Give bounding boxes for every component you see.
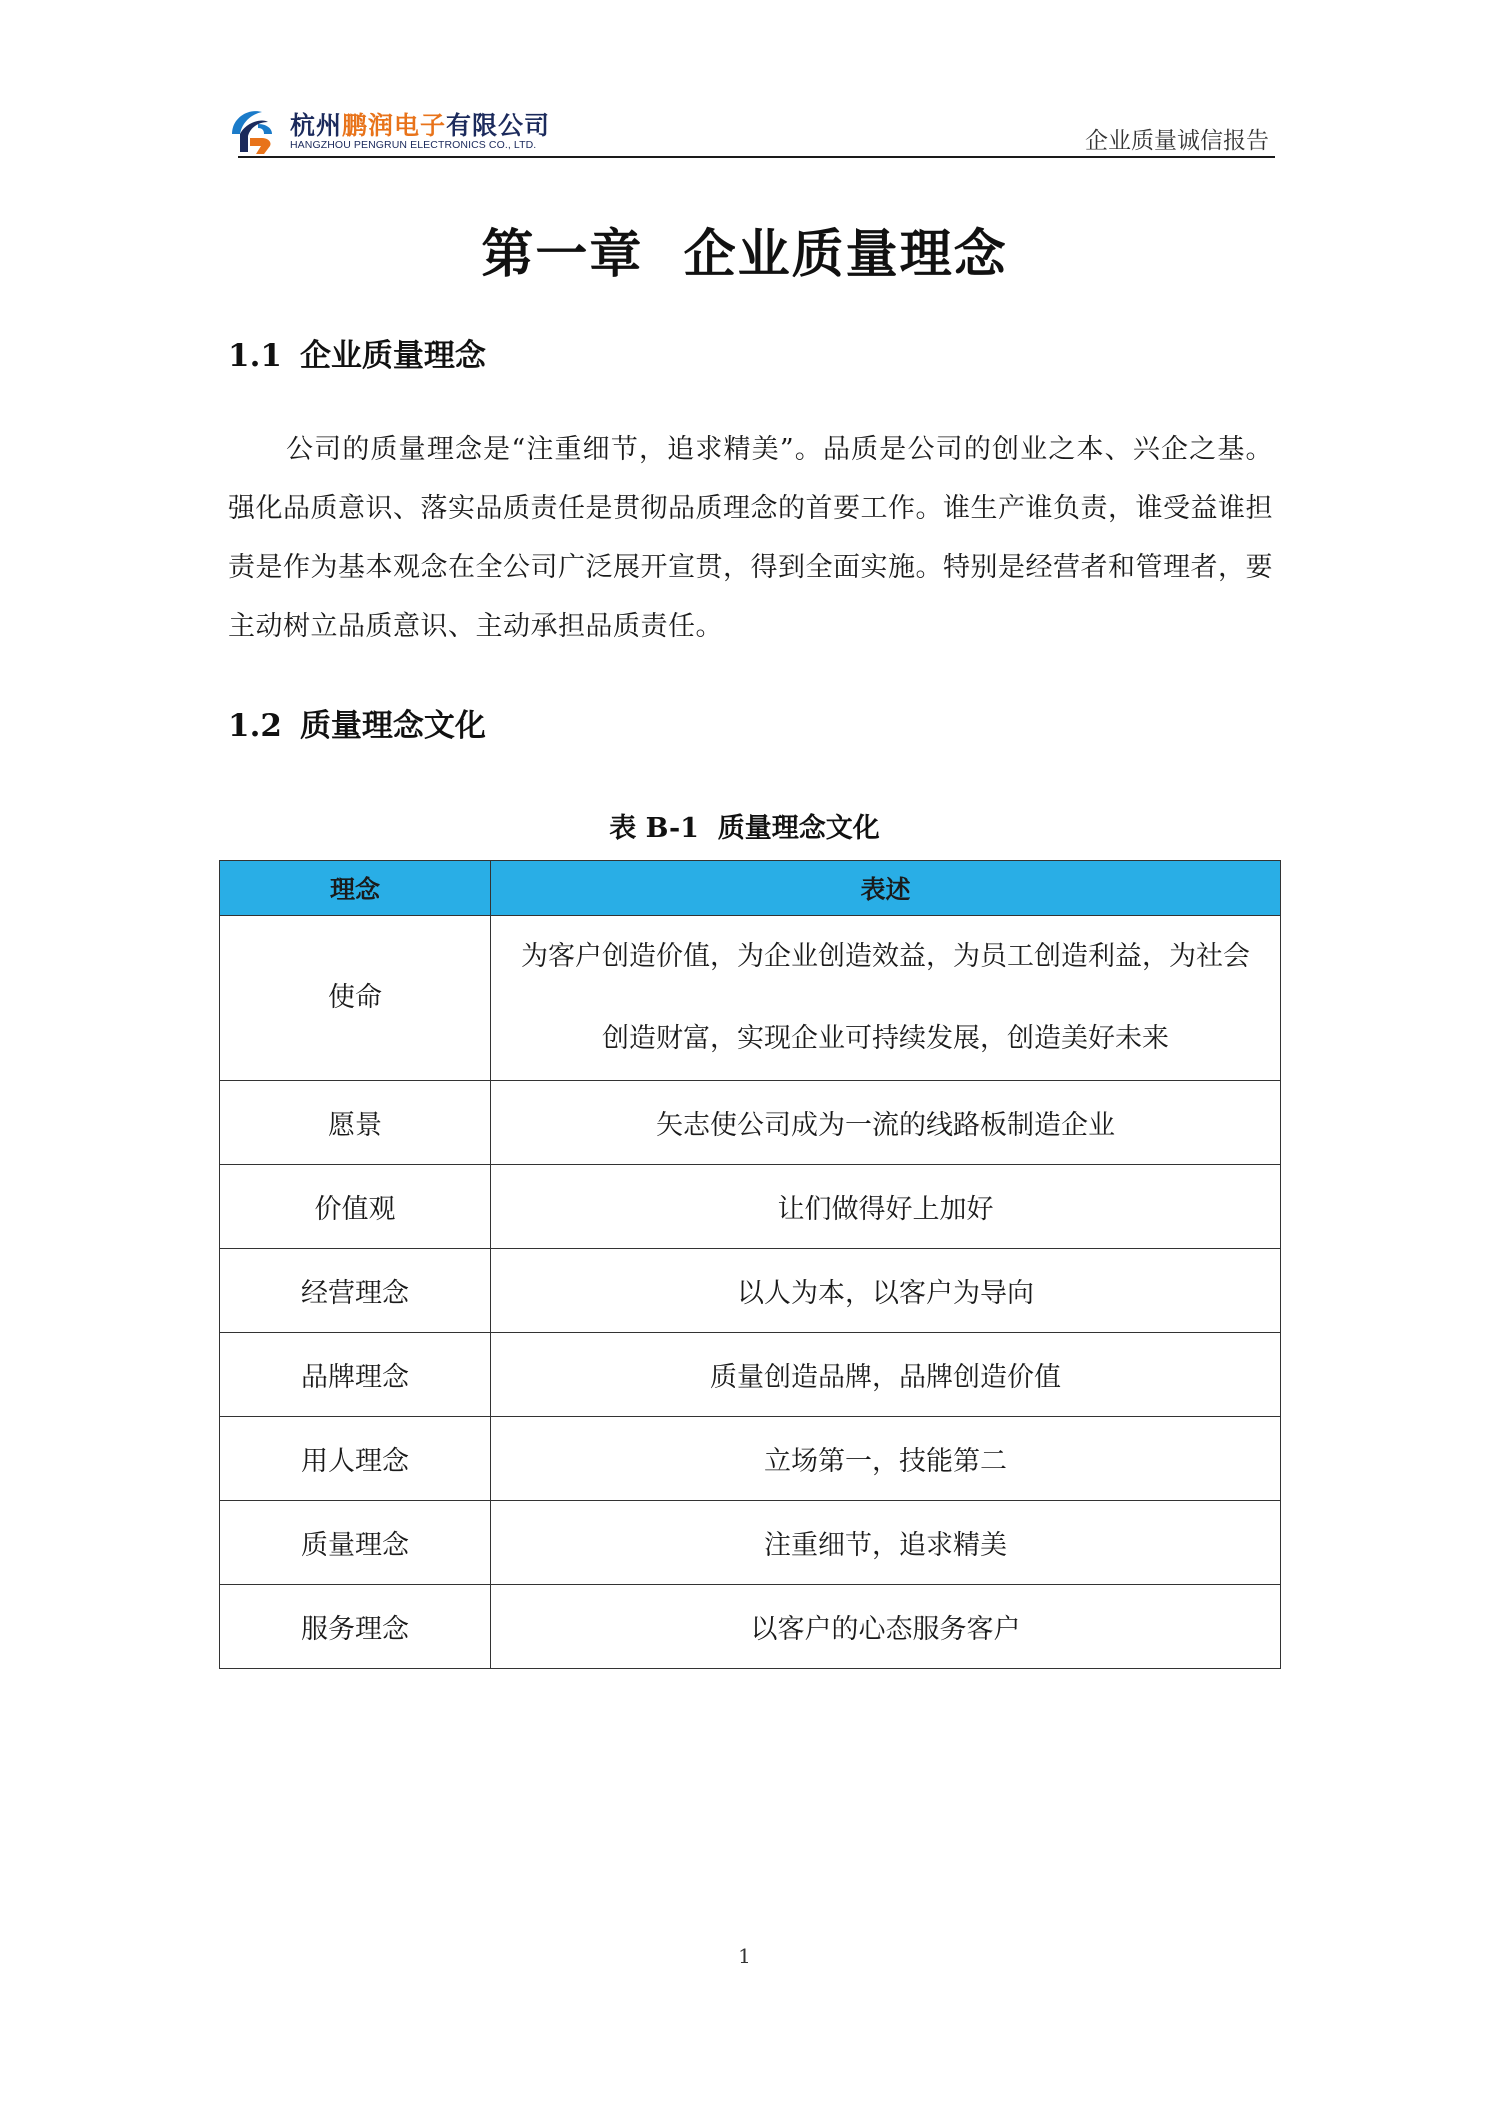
section-1-title <box>228 330 486 375</box>
concept-cell: 品牌理念 <box>220 1333 491 1417</box>
section-number: 1.2 <box>228 708 282 744</box>
section-heading: 质量理念文化 <box>299 708 486 744</box>
concept-cell: 用人理念 <box>220 1417 491 1501</box>
body-paragraph: 公司的质量理念是“注重细节，追求精美”。品质是公司的创业之本、兴企之基。强化品质意识、落实品质责任是贯彻品质理念的首要工作。谁生产谁负责，谁受益谁担责是作为基本观念在全公司广泛展开宣贯，得到全面实施。特别是经营者和管理者，要主动树立品质意识、主动承担品质责任。 <box>228 434 1273 642</box>
table-row <box>220 1585 1281 1669</box>
description-line: 创造财富，实现企业可持续发展，创造美好未来 <box>602 1023 1169 1054</box>
concept-cell: 价值观 <box>220 1165 491 1249</box>
description-line: 为客户创造价值，为企业创造效益，为员工创造利益，为社会 <box>521 941 1250 972</box>
section-number: 1.1 <box>228 338 282 374</box>
table-caption: 表 B-1 质量理念文化 <box>609 813 880 844</box>
description-cell <box>491 916 1281 1081</box>
chapter-title: 第一章 企业质量理念 <box>481 224 1008 285</box>
description-cell: 以客户的心态服务客户 <box>491 1585 1281 1669</box>
company-name-cn: 杭州鹏润电子有限公司 <box>290 111 551 140</box>
company-name-en: HANGZHOU PENGRUN ELECTRONICS CO., LTD. <box>290 139 537 151</box>
table-header-row <box>220 861 1281 916</box>
table-row <box>220 1417 1281 1501</box>
description-cell: 矢志使公司成为一流的线路板制造企业 <box>491 1081 1281 1165</box>
table-row <box>220 916 1281 1081</box>
philosophy-table <box>219 860 1281 1669</box>
header-divider <box>238 156 1275 158</box>
description-cell: 质量创造品牌，品牌创造价值 <box>491 1333 1281 1417</box>
table-row <box>220 1249 1281 1333</box>
description-cell: 以人为本，以客户为导向 <box>491 1249 1281 1333</box>
section-heading: 企业质量理念 <box>299 338 486 374</box>
table-row <box>220 1501 1281 1585</box>
concept-cell: 经营理念 <box>220 1249 491 1333</box>
table-row <box>220 1081 1281 1165</box>
description-cell: 立场第一，技能第二 <box>491 1417 1281 1501</box>
report-title: 企业质量诚信报告 <box>1085 128 1269 154</box>
section-2-title <box>228 700 486 745</box>
table-row <box>220 1165 1281 1249</box>
concept-cell: 愿景 <box>220 1081 491 1165</box>
page-number: 1 <box>738 1944 751 1968</box>
concept-cell: 服务理念 <box>220 1585 491 1669</box>
description-cell: 注重细节，追求精美 <box>491 1501 1281 1585</box>
pengrun-logo-icon <box>228 106 276 156</box>
table-row <box>220 1333 1281 1417</box>
concept-cell: 质量理念 <box>220 1501 491 1585</box>
column-header-description: 表述 <box>491 861 1281 916</box>
company-logo <box>228 106 558 156</box>
description-cell: 让们做得好上加好 <box>491 1165 1281 1249</box>
page-header <box>228 100 1273 158</box>
column-header-concept: 理念 <box>220 861 491 916</box>
concept-cell: 使命 <box>220 916 491 1081</box>
